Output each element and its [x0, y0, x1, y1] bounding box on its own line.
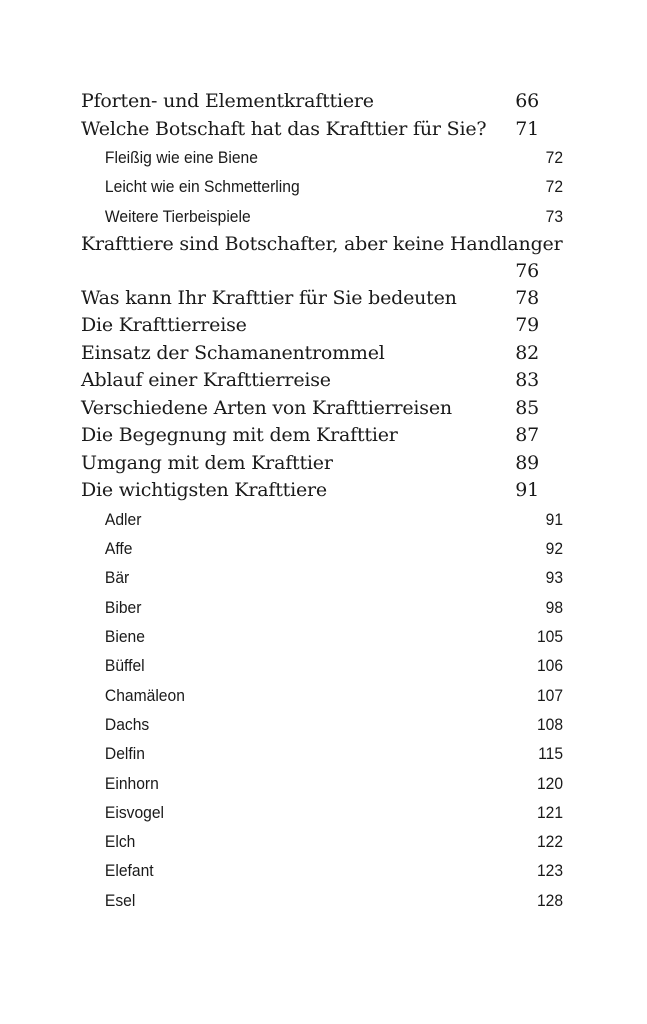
- toc-entry: [81, 477, 539, 505]
- toc-entry: [81, 285, 539, 313]
- toc-subentry-page: 106: [536, 656, 564, 676]
- toc-subentry: [81, 651, 563, 680]
- toc-subentry-title: Büffel: [104, 656, 145, 676]
- toc-entry: [81, 422, 539, 450]
- toc-subentry-title: Weitere Tierbeispiele: [104, 206, 251, 226]
- toc-subentry-title: Delfin: [104, 744, 145, 764]
- toc-subentry: [81, 563, 563, 592]
- toc-subentry: [81, 856, 563, 885]
- toc-subentry-page: 123: [536, 861, 564, 881]
- toc-subentry-title: Fleißig wie eine Biene: [104, 148, 258, 167]
- toc-subentry-page: 128: [536, 890, 564, 910]
- toc-entry-page: 89: [515, 451, 539, 474]
- toc-entry-title: Pforten- und Elementkrafttiere: [81, 90, 374, 112]
- toc-entry-page: 91: [515, 479, 539, 502]
- toc-entry-title: Die Begegnung mit dem Krafttier: [81, 424, 398, 447]
- toc-subentry-page: 121: [536, 802, 564, 822]
- toc-subentry-title: Dachs: [104, 714, 150, 734]
- toc-subentry-page: 120: [536, 773, 564, 793]
- toc-subentry-page: 92: [545, 539, 564, 559]
- toc-entry-page: 82: [515, 341, 539, 364]
- toc-entry-page: 71: [515, 117, 539, 140]
- toc-subentry: [81, 681, 563, 710]
- toc-subentry-title: Elefant: [104, 861, 154, 881]
- toc-entry-title: Umgang mit dem Krafttier: [81, 451, 333, 474]
- toc-entry-title: Die wichtigsten Krafttiere: [81, 479, 327, 502]
- toc-subentry: [81, 593, 563, 622]
- toc-entry-page: 85: [515, 396, 539, 419]
- toc-subentry: [81, 886, 563, 915]
- toc-subentry-title: Eisvogel: [104, 802, 165, 822]
- toc-entry: [81, 312, 539, 340]
- toc-subentry-title: Einhorn: [104, 773, 159, 793]
- toc-subentry: [81, 739, 563, 768]
- toc-entry-title: Krafttiere sind Botschafter, aber keine Handlanger: [81, 232, 563, 255]
- toc-entry-title: Was kann Ihr Krafttier für Sie bedeuten: [81, 286, 457, 309]
- toc-subentry-title: Biber: [104, 597, 142, 617]
- toc-subentry: [81, 622, 563, 651]
- toc-subentry-title: Elch: [104, 832, 136, 852]
- toc-subentry: [81, 534, 563, 563]
- toc-entry: [81, 395, 539, 423]
- toc-subentry-title: Leicht wie ein Schmetterling: [104, 177, 300, 197]
- toc-subentry-page: 93: [545, 568, 564, 588]
- toc-subentry-page: 91: [545, 509, 564, 529]
- toc-subentry-page: 115: [538, 744, 564, 764]
- toc-entry-title: Die Krafttierreise: [81, 314, 247, 337]
- toc-subentry: [81, 143, 563, 172]
- toc-entry-title: Welche Botschaft hat das Krafttier für Sie?: [81, 117, 487, 140]
- toc-subentry-title: Bär: [104, 568, 130, 588]
- toc-entry-page: 76: [515, 260, 539, 283]
- toc-subentry: [81, 710, 563, 739]
- toc-subentry-title: Adler: [104, 509, 142, 529]
- toc-entry: [81, 88, 539, 116]
- toc-entry-page: 83: [515, 369, 539, 392]
- toc-subentry: [81, 505, 563, 534]
- toc-subentry-title: Esel: [104, 890, 136, 910]
- toc-subentry-title: Chamäleon: [104, 685, 185, 705]
- toc-entry-page: 87: [515, 424, 539, 447]
- toc-subentry: [81, 769, 563, 798]
- table-of-contents: [81, 88, 564, 915]
- toc-entry: [81, 340, 539, 368]
- toc-entry: [81, 116, 539, 144]
- toc-subentry-page: 107: [536, 685, 564, 705]
- toc-entry-title: Einsatz der Schamanentrommel: [81, 341, 385, 364]
- toc-subentry-page: 72: [545, 177, 564, 197]
- toc-subentry-page: 98: [545, 597, 564, 617]
- toc-subentry-page: 72: [545, 148, 564, 167]
- toc-subentry-page: 73: [545, 206, 564, 226]
- toc-subentry-page: 105: [536, 627, 564, 647]
- toc-entry: [81, 450, 539, 478]
- toc-entry-title: Ablauf einer Krafttierreise: [81, 369, 331, 392]
- toc-subentry-page: 108: [536, 714, 564, 734]
- toc-subentry-title: Affe: [104, 539, 133, 559]
- toc-entry: [81, 367, 539, 395]
- toc-entry: [81, 231, 563, 285]
- toc-subentry-page: 122: [536, 832, 564, 852]
- toc-subentry: [81, 827, 563, 856]
- toc-entry-page: 78: [515, 286, 539, 309]
- toc-entry-title: Verschiedene Arten von Krafttierreisen: [81, 396, 452, 419]
- toc-subentry: [81, 798, 563, 827]
- toc-subentry: [81, 172, 563, 201]
- toc-entry-page: 79: [515, 314, 539, 337]
- toc-subentry-title: Biene: [104, 627, 145, 647]
- toc-entry-page: 66: [515, 90, 539, 112]
- toc-subentry: [81, 202, 563, 231]
